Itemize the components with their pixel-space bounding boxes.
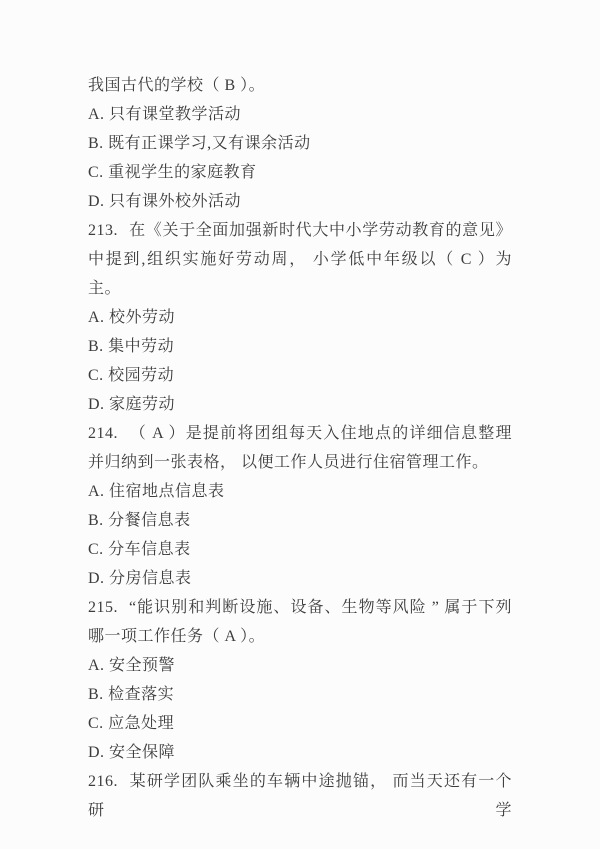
option-b: B. 分餐信息表	[88, 512, 191, 529]
option-d: D. 家庭劳动	[88, 396, 176, 413]
question-stem-text: （ A ）是提前将团组每天入住地点的详细信息整理并归纳到一张表格， 以便工作人员进行住宿管理工作。	[88, 425, 512, 471]
question-number: 213.	[88, 222, 118, 239]
question-block-212-continued	[88, 71, 512, 216]
question-block-213	[88, 216, 512, 419]
question-number: 215.	[88, 599, 118, 616]
option-b: B. 既有正课学习,又有课余活动	[88, 135, 311, 152]
question-stem	[88, 71, 512, 100]
option-c: C. 重视学生的家庭教育	[88, 164, 257, 181]
question-block-216	[88, 767, 512, 825]
option-c: C. 应急处理	[88, 715, 175, 732]
question-number: 216.	[88, 773, 118, 790]
question-stem-text: 某研学团队乘坐的车辆中途抛锚， 而当天还有一个研学	[88, 773, 512, 819]
option-a: A. 住宿地点信息表	[88, 483, 225, 500]
question-stem	[88, 216, 512, 303]
question-block-215	[88, 593, 512, 767]
option-a: A. 校外劳动	[88, 309, 176, 326]
option-d: D. 只有课外校外活动	[88, 193, 242, 210]
option-a: A. 只有课堂教学活动	[88, 106, 242, 123]
question-stem-text: 在《关于全面加强新时代大中小学劳动教育的意见》中提到,组织实施好劳动周， 小学低中年级以（ C ）为主。	[88, 222, 512, 297]
option-c: C. 校园劳动	[88, 367, 175, 384]
question-stem-text: 我国古代的学校（ B ）。	[88, 77, 266, 94]
option-c: C. 分车信息表	[88, 541, 191, 558]
option-b: B. 集中劳动	[88, 338, 175, 355]
question-stem-text: “能识别和判断设施、设备、生物等风险 ” 属于下列哪一项工作任务（ A ）。	[88, 599, 512, 645]
question-stem	[88, 767, 512, 825]
question-block-214	[88, 419, 512, 593]
option-b: B. 检查落实	[88, 686, 175, 703]
question-stem	[88, 419, 512, 477]
option-d: D. 安全保障	[88, 744, 176, 761]
option-d: D. 分房信息表	[88, 570, 192, 587]
question-stem	[88, 593, 512, 651]
option-a: A. 安全预警	[88, 657, 176, 674]
question-number: 214.	[88, 425, 118, 442]
